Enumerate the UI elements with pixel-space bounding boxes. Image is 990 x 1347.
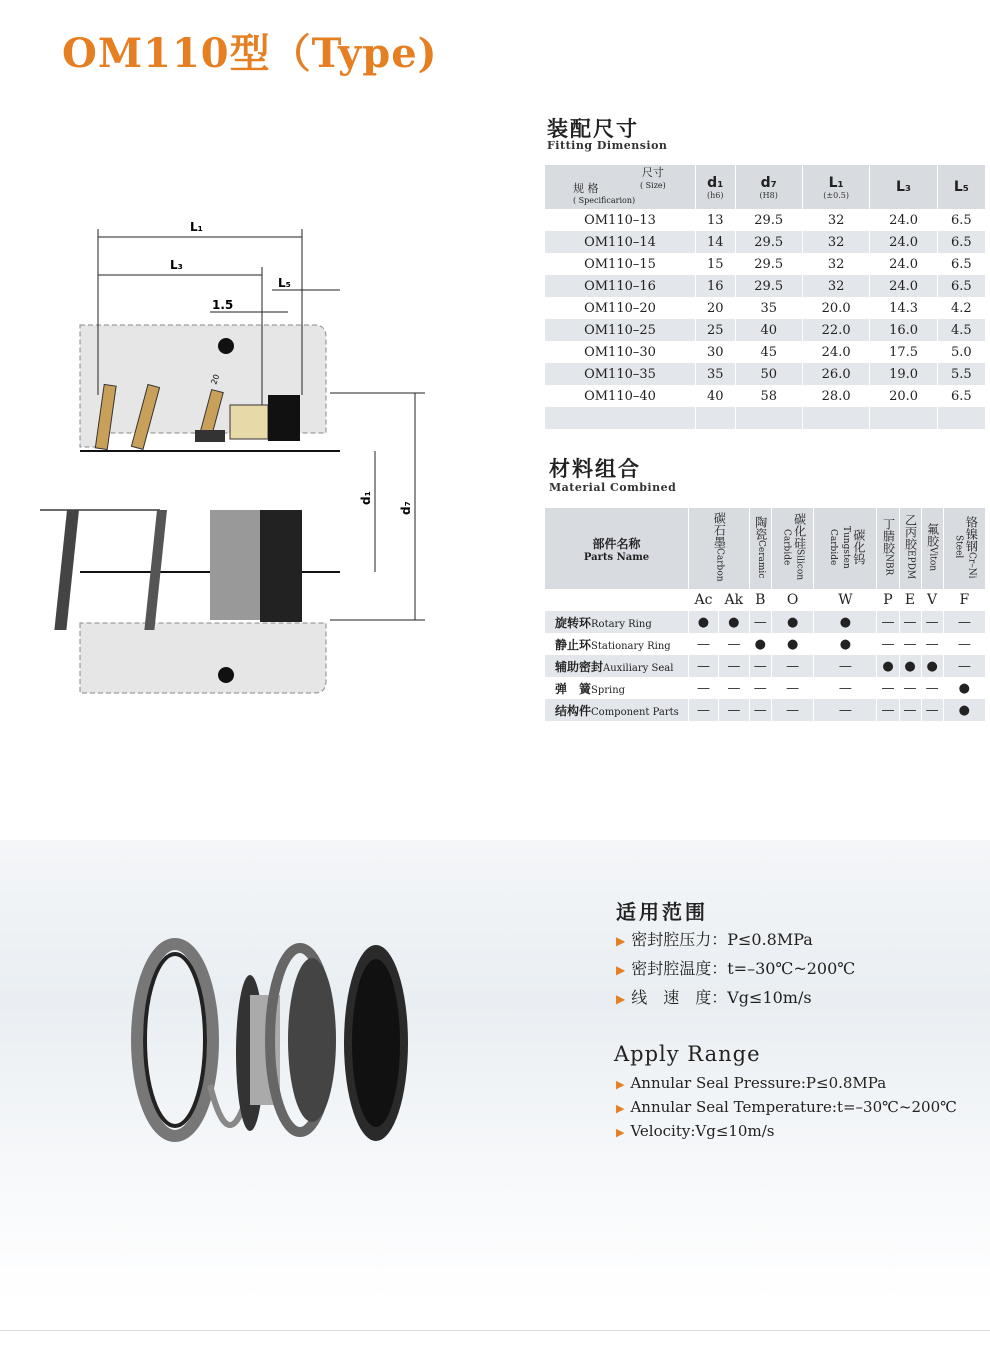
- triangle-bullet-icon: ▶: [616, 992, 626, 1006]
- table-row: OM110–40 40 58 28.0 20.0 6.5: [545, 385, 985, 407]
- col-l5: L₅: [937, 165, 985, 209]
- material-subtitle: Material Combined: [549, 481, 677, 494]
- apply-range-list-en: [616, 1072, 957, 1144]
- table-row: OM110–20 20 35 20.0 14.3 4.2: [545, 297, 985, 319]
- dim-label-l1: L₁: [190, 220, 203, 234]
- triangle-bullet-icon: ▶: [616, 963, 626, 977]
- material-title: 材料组合: [549, 456, 641, 481]
- housing-lower: [80, 623, 326, 693]
- page-title: OM110型（Type): [62, 30, 438, 77]
- list-item: ▶ 密封腔温度：t=–30℃~200℃: [616, 959, 856, 978]
- seal-product-photo: [130, 935, 420, 1170]
- spec-label: 规 格: [573, 182, 599, 195]
- list-item: ▶ 线 速 度：Vg≤10m/s: [616, 988, 812, 1007]
- parts-name-header: 部件名称 Parts Name: [545, 508, 689, 589]
- mat-cr-ni-steel: 铬镍钢Cr–Ni Steel: [943, 508, 985, 589]
- table-row-empty: [545, 407, 985, 429]
- triangle-bullet-icon: ▶: [616, 1078, 625, 1091]
- mat-carbon: 碳石墨Carbon: [689, 508, 750, 589]
- triangle-bullet-icon: ▶: [616, 1102, 625, 1115]
- seal-cross-section-drawing: [30, 215, 450, 700]
- list-item: ▶ Annular Seal Pressure:P≤0.8MPa: [616, 1074, 887, 1092]
- table-row: OM110–14 14 29.5 32 24.0 6.5: [545, 231, 985, 253]
- table-row: OM110–35 35 50 26.0 19.0 5.5: [545, 363, 985, 385]
- spec-header: [545, 165, 696, 209]
- spec-label-en: ( Specificarion): [573, 196, 636, 205]
- table-row: OM110–25 25 40 22.0 16.0 4.5: [545, 319, 985, 341]
- list-item: ▶ Annular Seal Temperature:t=–30℃~200℃: [616, 1098, 957, 1116]
- list-item: ▶ Velocity:Vg≤10m/s: [616, 1122, 775, 1140]
- col-d1: d₁ (h6): [696, 165, 736, 209]
- mat-viton: 氟胶Viton: [921, 508, 943, 589]
- mat-nbr: 丁腈胶NBR: [877, 508, 899, 589]
- dim-label-d7: d₇: [399, 501, 413, 515]
- table-row: 静止环Stationary Ring — — ● ● ● — — — —: [545, 633, 985, 655]
- apply-range-title-zh: 适用范围: [616, 900, 708, 924]
- triangle-bullet-icon: ▶: [616, 1126, 625, 1139]
- col-l3: L₃: [870, 165, 937, 209]
- footer-divider: [0, 1330, 990, 1331]
- table-row: OM110–16 16 29.5 32 24.0 6.5: [545, 275, 985, 297]
- apply-range-title-en: Apply Range: [614, 1042, 761, 1066]
- size-label: 尺寸: [641, 166, 664, 179]
- fitting-subtitle: Fitting Dimension: [547, 139, 668, 152]
- col-d7: d₇ (H8): [735, 165, 802, 209]
- mat-silicon-carbide: 碳化硅Silicon Carbide: [771, 508, 814, 589]
- table-row: OM110–30 30 45 24.0 17.5 5.0: [545, 341, 985, 363]
- list-item: ▶ 密封腔压力：P≤0.8MPa: [616, 930, 813, 949]
- mat-epdm: 乙丙胶EPDM: [899, 508, 921, 589]
- material-table: [545, 508, 985, 721]
- dim-label-angle: 20: [209, 373, 222, 386]
- dim-label-l3: L₃: [170, 258, 183, 272]
- table-row: 弹 簧Spring — — — — — — — — ●: [545, 677, 985, 699]
- table-row: OM110–13 13 29.5 32 24.0 6.5: [545, 209, 985, 231]
- triangle-bullet-icon: ▶: [616, 934, 626, 948]
- mat-ceramic: 陶瓷Ceramic: [749, 508, 771, 589]
- mat-tungsten-carbide: 碳化钨Tungsten Carbide: [814, 508, 877, 589]
- table-row: OM110–15 15 29.5 32 24.0 6.5: [545, 253, 985, 275]
- dim-label-d1: d₁: [359, 491, 373, 505]
- table-row: 旋转环Rotary Ring ● ● — ● ● — — — —: [545, 611, 985, 633]
- o-ring-lower: [218, 667, 234, 683]
- material-codes-row: Ac Ak B O W P E V F: [545, 589, 985, 611]
- apply-range-list-zh: [616, 926, 855, 1013]
- dim-label-l5: L₅: [278, 276, 291, 290]
- fitting-title: 装配尺寸: [547, 116, 639, 141]
- table-row: 结构件Component Parts — — — — — — — — ●: [545, 699, 985, 721]
- col-l1: L₁ (±0.5): [802, 165, 869, 209]
- fitting-dimension-table: [545, 165, 985, 429]
- table-row: 辅助密封Auxiliary Seal — — — — — ● ● ● —: [545, 655, 985, 677]
- size-label-en: ( Size): [640, 181, 666, 190]
- o-ring-upper: [218, 338, 234, 354]
- dim-label-1-5: 1.5: [212, 298, 234, 312]
